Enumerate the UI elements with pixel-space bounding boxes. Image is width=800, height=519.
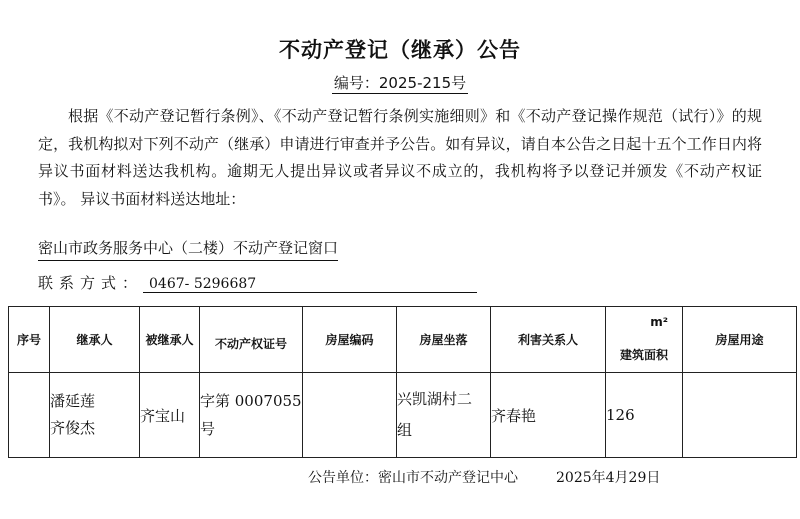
- cell-seq: [9, 373, 50, 458]
- heir-name: 潘延莲: [50, 392, 96, 410]
- cell-heirs: [50, 373, 140, 458]
- contact-label: 联系方式：: [38, 274, 144, 292]
- issuer: 公告单位：密山市不动产登记中心: [308, 470, 518, 486]
- cell-use: [683, 373, 797, 458]
- header-area-label: 建筑面积: [619, 348, 668, 362]
- notice-body: 根据《不动产登记暂行条例》、《不动产登记暂行条例实施细则》和《不动产登记操作规范（试行）》的规定，我机构拟对下列不动产（继承）申请进行审查并予公告。如有异议，请自本公告之日起十五个工作日内将异议书面材料送达我机构。逾期无人提出异议或者异议不成立的，我机构将予以登记并颁发《不动产权证书》。 异议书面材料送达地址：: [38, 107, 762, 208]
- inheritance-table: [8, 306, 797, 458]
- header-area-unit: m²: [650, 315, 668, 329]
- header-house-code: 房屋编码: [303, 307, 397, 373]
- header-cert: [200, 307, 303, 373]
- cell-location: [397, 373, 491, 458]
- table-header-row: [9, 307, 797, 373]
- header-area: [606, 307, 683, 373]
- delivery-address: 密山市政务服务中心（二楼）不动产登记窗口: [38, 237, 338, 261]
- heir-name: 齐俊杰: [50, 419, 96, 437]
- location-line: 兴凯湖村二: [397, 390, 473, 408]
- contact-line: [38, 272, 477, 293]
- cell-area: 126: [606, 373, 683, 458]
- notice-number: [0, 72, 800, 93]
- header-location: 房屋坐落: [397, 307, 491, 373]
- cell-cert: [200, 373, 303, 458]
- header-decedent: 被继承人: [140, 307, 200, 373]
- notice-footer: [308, 467, 660, 487]
- cell-interested-party: 齐春艳: [491, 373, 606, 458]
- contact-phone: 0467- 5296687: [143, 276, 477, 293]
- header-cert-label: 不动产权证号: [214, 337, 287, 351]
- header-heir: 继承人: [50, 307, 140, 373]
- notice-number-text: 编号：2025-215号: [333, 74, 467, 92]
- notice-title: 不动产登记（继承）公告: [279, 38, 521, 62]
- cell-decedent: 齐宝山: [140, 373, 200, 458]
- header-seq: 序号: [9, 307, 50, 373]
- cert-number: 字第 0007055: [200, 392, 302, 410]
- header-interested-party: 利害关系人: [491, 307, 606, 373]
- table-row: [9, 373, 797, 458]
- issue-date: 2025年4月29日: [556, 470, 661, 486]
- location-line: 组: [397, 421, 413, 439]
- header-use: 房屋用途: [683, 307, 797, 373]
- cert-suffix: 号: [200, 420, 216, 438]
- cell-house-code: [303, 373, 397, 458]
